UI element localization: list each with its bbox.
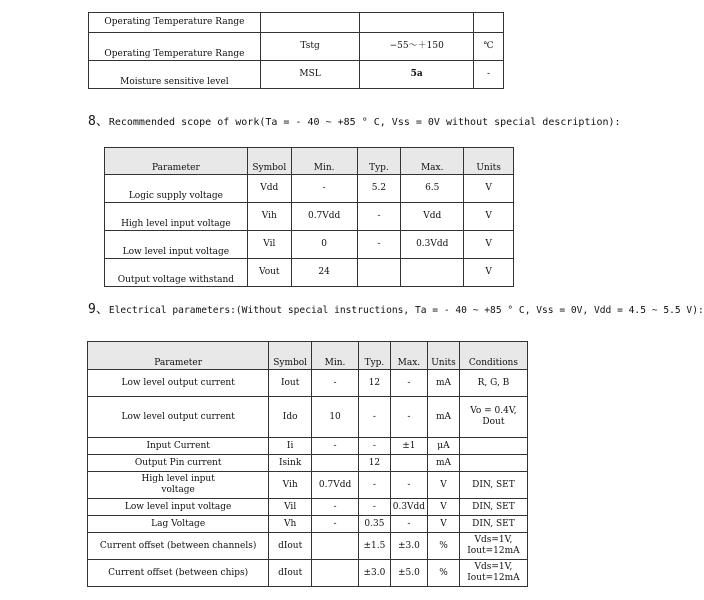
- symbol-cell: Vdd: [247, 175, 291, 203]
- section-9-heading: [88, 298, 704, 317]
- symbol-cell: Vih: [269, 472, 312, 499]
- table-header-row: [88, 342, 528, 370]
- section-title: Recommended scope of work(Ta = - 40 ~ +85 ° C, Vss = 0V without special description):: [108, 117, 621, 128]
- unit-cell: ℃: [474, 33, 504, 61]
- unit-cell: μA: [428, 438, 460, 455]
- symbol-cell: Vout: [247, 259, 291, 287]
- symbol-cell: MSL: [260, 61, 360, 89]
- value-cell: −55～＋150: [360, 33, 474, 61]
- condition-cell: [459, 455, 527, 472]
- header-max: Max.: [390, 342, 427, 370]
- symbol-cell: Ido: [269, 397, 312, 438]
- param-cell: Low level output current: [88, 397, 269, 438]
- symbol-cell: Vil: [269, 499, 312, 516]
- typ-cell: -: [357, 231, 401, 259]
- min-cell: 24: [291, 259, 357, 287]
- header-symbol: Symbol: [269, 342, 312, 370]
- max-cell: [401, 259, 464, 287]
- param-cell: High level input voltage: [105, 203, 248, 231]
- symbol-cell: Iout: [269, 370, 312, 397]
- electrical-table: [87, 341, 528, 587]
- section-number: 8、: [88, 114, 109, 129]
- max-cell: -: [390, 397, 427, 438]
- header-units: Units: [428, 342, 460, 370]
- unit-cell: -: [474, 61, 504, 89]
- table-row: [105, 259, 514, 287]
- table-row: [89, 33, 504, 61]
- param-cell: Output voltage withstand: [105, 259, 248, 287]
- typ-cell: -: [359, 499, 391, 516]
- typ-cell: ±1.5: [359, 533, 391, 560]
- condition-cell: Vds=1V, Iout=12mA: [459, 533, 527, 560]
- symbol-cell: Vih: [247, 203, 291, 231]
- min-cell: [311, 560, 358, 587]
- symbol-cell: Isink: [269, 455, 312, 472]
- typ-cell: -: [359, 438, 391, 455]
- table-row: [88, 560, 528, 587]
- header-parameter: Parameter: [105, 148, 248, 175]
- min-cell: [311, 455, 358, 472]
- typ-cell: 0.35: [359, 516, 391, 533]
- table-row: [105, 203, 514, 231]
- condition-cell: [459, 438, 527, 455]
- condition-cell: DIN, SET: [459, 516, 527, 533]
- param-cell: Current offset (between chips): [88, 560, 269, 587]
- table-row: [88, 370, 528, 397]
- param-cell: Current offset (between channels): [88, 533, 269, 560]
- value-cell: [360, 13, 474, 33]
- typ-cell: -: [357, 203, 401, 231]
- max-cell: 6.5: [401, 175, 464, 203]
- min-cell: -: [311, 516, 358, 533]
- max-cell: -: [390, 370, 427, 397]
- max-cell: ±3.0: [390, 533, 427, 560]
- typ-cell: ±3.0: [359, 560, 391, 587]
- min-cell: 0.7Vdd: [291, 203, 357, 231]
- param-cell: Logic supply voltage: [105, 175, 248, 203]
- header-typ: Typ.: [359, 342, 391, 370]
- min-cell: -: [311, 499, 358, 516]
- max-cell: ±1: [390, 438, 427, 455]
- symbol-cell: dIout: [269, 533, 312, 560]
- symbol-cell: Vil: [247, 231, 291, 259]
- condition-cell: DIN, SET: [459, 499, 527, 516]
- condition-cell: DIN, SET: [459, 472, 527, 499]
- unit-cell: V: [464, 231, 514, 259]
- unit-cell: V: [464, 175, 514, 203]
- table-row: [88, 533, 528, 560]
- max-cell: Vdd: [401, 203, 464, 231]
- unit-cell: V: [428, 472, 460, 499]
- typ-cell: 5.2: [357, 175, 401, 203]
- section-number: 9、: [88, 302, 109, 317]
- table-row: [88, 397, 528, 438]
- min-cell: -: [311, 370, 358, 397]
- header-units: Units: [464, 148, 514, 175]
- min-cell: 10: [311, 397, 358, 438]
- recommended-table: [104, 147, 514, 287]
- table-row: [88, 438, 528, 455]
- unit-cell: V: [428, 499, 460, 516]
- symbol-cell: dIout: [269, 560, 312, 587]
- min-cell: 0.7Vdd: [311, 472, 358, 499]
- section-8-heading: [88, 110, 621, 129]
- table-row: [88, 516, 528, 533]
- typ-cell: 12: [359, 370, 391, 397]
- typ-cell: [357, 259, 401, 287]
- param-cell: Input Current: [88, 438, 269, 455]
- param-cell: Output Pin current: [88, 455, 269, 472]
- unit-cell: mA: [428, 370, 460, 397]
- max-cell: 0.3Vdd: [390, 499, 427, 516]
- table-row: [89, 13, 504, 33]
- min-cell: 0: [291, 231, 357, 259]
- max-cell: ±5.0: [390, 560, 427, 587]
- max-cell: -: [390, 472, 427, 499]
- header-max: Max.: [401, 148, 464, 175]
- header-parameter: Parameter: [88, 342, 269, 370]
- typ-cell: 12: [359, 455, 391, 472]
- section-title: Electrical parameters:(Without special instructions, Ta = - 40 ~ +85 ° C, Vss = 0V, Vdd = 4.5 ~ 5.5 V):: [108, 305, 704, 316]
- param-cell: Lag Voltage: [88, 516, 269, 533]
- max-cell: -: [390, 516, 427, 533]
- param-cell: Low level input voltage: [105, 231, 248, 259]
- min-cell: -: [311, 438, 358, 455]
- param-cell: Low level output current: [88, 370, 269, 397]
- min-cell: -: [291, 175, 357, 203]
- value-cell: 5a: [360, 61, 474, 89]
- unit-cell: mA: [428, 397, 460, 438]
- unit-cell: %: [428, 533, 460, 560]
- symbol-cell: Tstg: [260, 33, 360, 61]
- symbol-cell: Vh: [269, 516, 312, 533]
- table-row: [105, 231, 514, 259]
- table-row: [88, 455, 528, 472]
- unit-cell: [474, 13, 504, 33]
- header-min: Min.: [311, 342, 358, 370]
- condition-cell: R, G, B: [459, 370, 527, 397]
- symbol-cell: [260, 13, 360, 33]
- unit-cell: V: [428, 516, 460, 533]
- typ-cell: -: [359, 472, 391, 499]
- unit-cell: V: [464, 203, 514, 231]
- unit-cell: V: [464, 259, 514, 287]
- param-cell: Operating Temperature Range: [89, 33, 261, 61]
- storage-table: [88, 12, 504, 89]
- table-header-row: [105, 148, 514, 175]
- max-cell: 0.3Vdd: [401, 231, 464, 259]
- condition-cell: Vo = 0.4V, Dout: [459, 397, 527, 438]
- param-cell: Operating Temperature Range: [89, 13, 261, 33]
- table-row: [105, 175, 514, 203]
- table-row: [88, 472, 528, 499]
- unit-cell: mA: [428, 455, 460, 472]
- header-typ: Typ.: [357, 148, 401, 175]
- param-cell: Low level input voltage: [88, 499, 269, 516]
- unit-cell: %: [428, 560, 460, 587]
- condition-cell: Vds=1V, Iout=12mA: [459, 560, 527, 587]
- symbol-cell: Ii: [269, 438, 312, 455]
- header-min: Min.: [291, 148, 357, 175]
- typ-cell: -: [359, 397, 391, 438]
- max-cell: [390, 455, 427, 472]
- param-cell: Moisture sensitive level: [89, 61, 261, 89]
- min-cell: [311, 533, 358, 560]
- table-row: [88, 499, 528, 516]
- table-row: [89, 61, 504, 89]
- param-cell: High level input voltage: [88, 472, 269, 499]
- header-symbol: Symbol: [247, 148, 291, 175]
- header-conditions: Conditions: [459, 342, 527, 370]
